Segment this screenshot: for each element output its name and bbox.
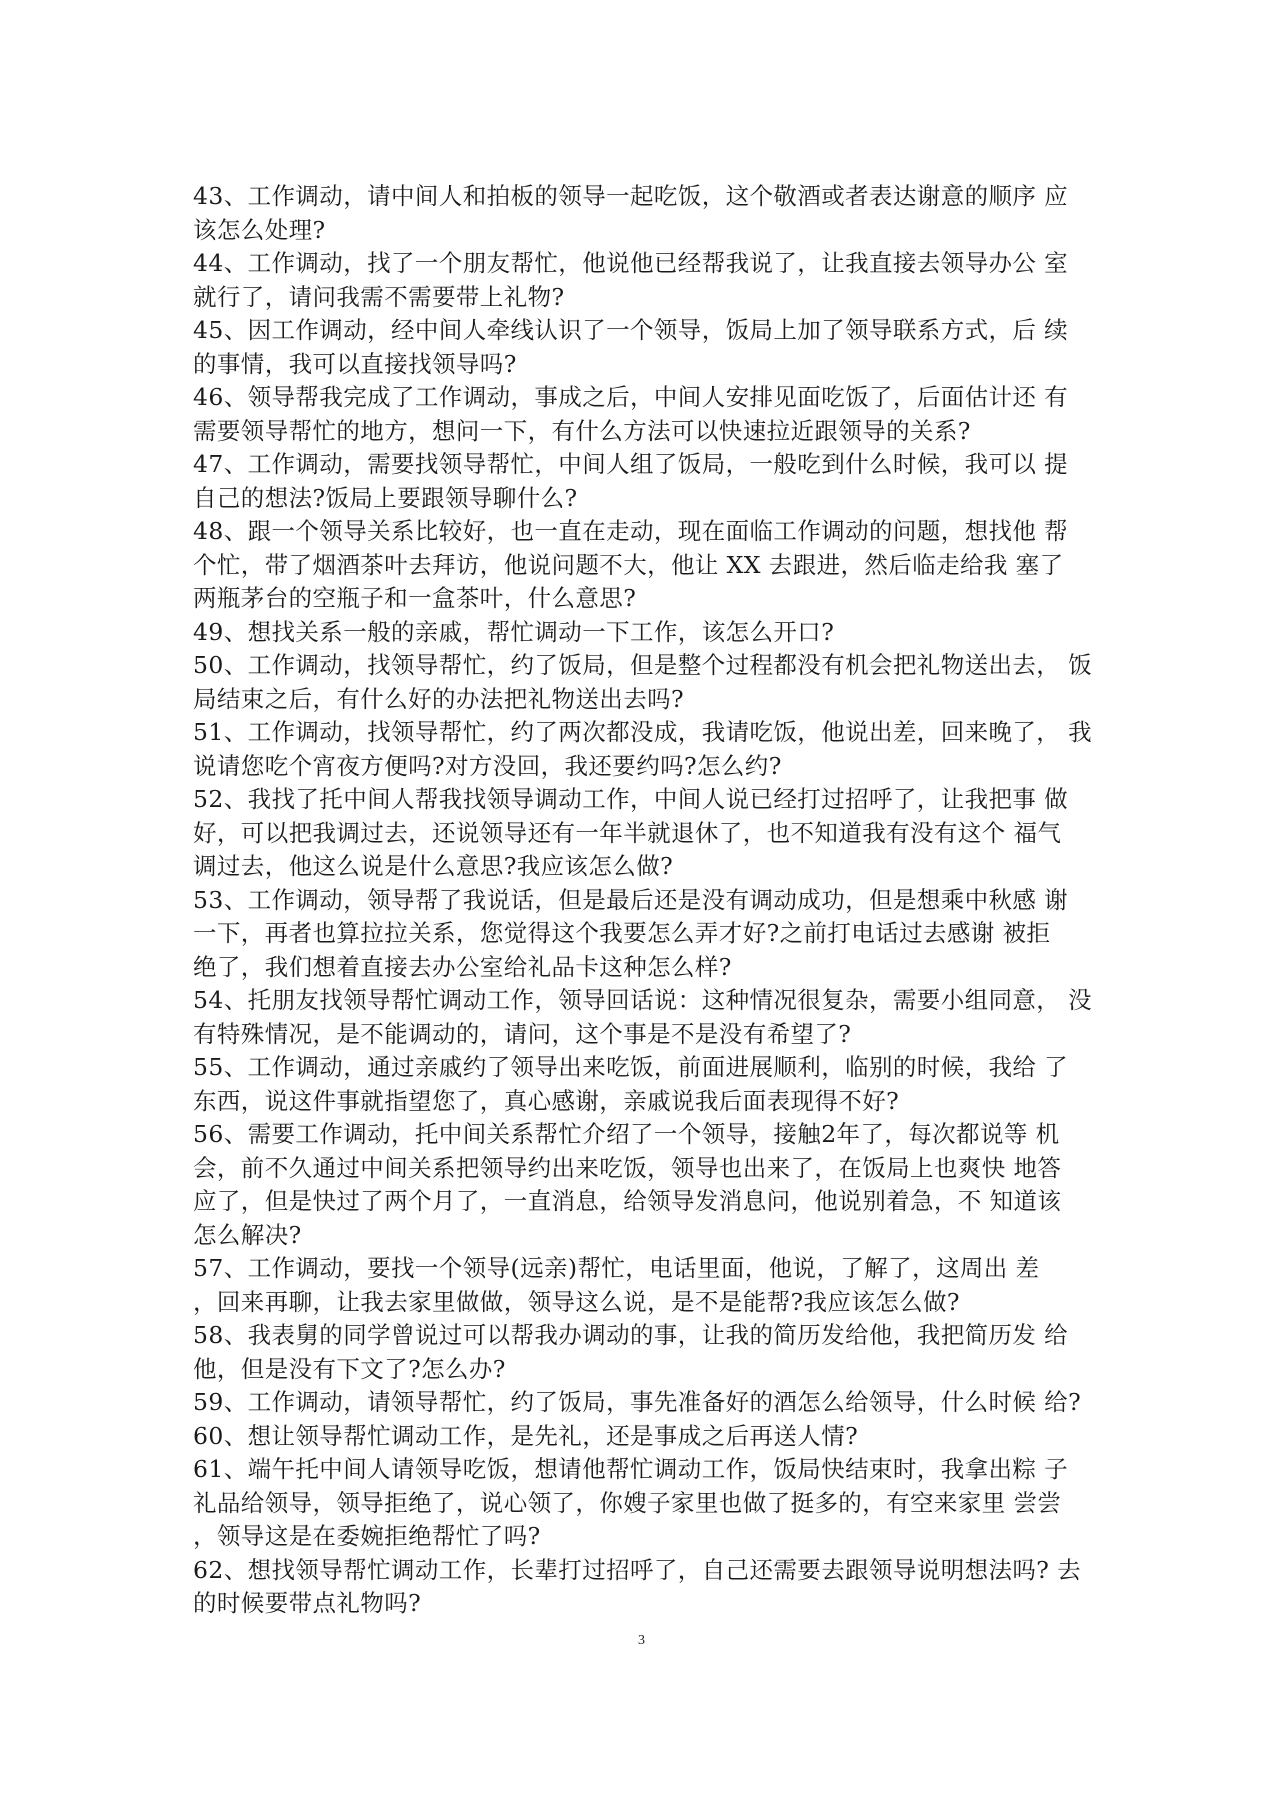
question-line: 一下，再者也算拉拉关系，您觉得这个我要怎么弄才好?之前打电话过去感谢 被拒 (193, 919, 1051, 947)
question-line: 52、我找了托中间人帮我找领导调动工作，中间人说已经打过招呼了，让我把事 做 (193, 785, 1069, 813)
question-item (193, 616, 1113, 650)
question-line: 57、工作调动，要找一个领导(远亲)帮忙，电话里面，他说，了解了，这周出 差 (193, 1254, 1040, 1282)
question-item (193, 1453, 1113, 1554)
question-item (193, 448, 1113, 515)
question-line: 应了，但是快过了两个月了，一直消息，给领导发消息问，他说别着急，不 知道该 (193, 1187, 1062, 1215)
question-line: 55、工作调动，通过亲戚约了领导出来吃饭，前面进展顺利，临别的时候，我给 了 (193, 1053, 1069, 1081)
question-line: 绝了，我们想着直接去办公室给礼品卡这种怎么样? (193, 952, 732, 981)
question-item (193, 884, 1113, 985)
question-line: 54、托朋友找领导帮忙调动工作，领导回话说：这种情况很复杂，需要小组同意， 没 (193, 986, 1092, 1014)
question-line: 50、工作调动，找领导帮忙，约了饭局，但是整个过程都没有机会把礼物送出去， 饭 (193, 651, 1092, 679)
question-item (193, 984, 1113, 1051)
question-line: 礼品给领导，领导拒绝了，说心领了，你嫂子家里也做了挺多的，有空来家里 尝尝 (193, 1488, 1062, 1517)
question-line: 45、因工作调动，经中间人牵线认识了一个领导，饭局上加了领导联系方式，后 续 (193, 316, 1069, 344)
question-line: 自己的想法?饭局上要跟领导聊什么? (193, 483, 578, 512)
question-line: ，回来再聊，让我去家里做做，领导这么说，是不是能帮?我应该怎么做? (193, 1287, 960, 1316)
question-line: 会，前不久通过中间关系把领导约出来吃饭，领导也出来了，在饭局上也爽快 地答 (193, 1153, 1062, 1182)
question-item (193, 314, 1113, 381)
question-line: 61、端午托中间人请领导吃饭，想请他帮忙调动工作，饭局快结束时，我拿出粽 子 (193, 1455, 1069, 1483)
question-line: 的事情，我可以直接找领导吗? (193, 349, 517, 378)
question-line: 46、领导帮我完成了工作调动，事成之后，中间人安排见面吃饭了，后面估计还 有 (193, 383, 1069, 411)
question-line: 有特殊情况，是不能调动的，请问，这个事是不是没有希望了? (193, 1019, 852, 1048)
question-item (193, 381, 1113, 448)
question-line: 47、工作调动，需要找领导帮忙，中间人组了饭局，一般吃到什么时候，我可以 提 (193, 450, 1069, 478)
question-line: 需要领导帮忙的地方，想问一下，有什么方法可以快速拉近跟领导的关系? (193, 416, 971, 445)
question-item (193, 1420, 1113, 1454)
question-line: 的时候要带点礼物吗? (193, 1589, 422, 1617)
question-line: 53、工作调动，领导帮了我说话，但是最后还是没有调动成功，但是想乘中秋感 谢 (193, 885, 1069, 914)
question-list (193, 180, 1113, 1621)
question-item (193, 515, 1113, 616)
question-line: 好，可以把我调过去，还说领导还有一年半就退休了，也不知道我有没有这个 福气 (193, 818, 1062, 847)
question-item (193, 1386, 1113, 1420)
question-line: 怎么解决? (193, 1220, 302, 1249)
question-line: 44、工作调动，找了一个朋友帮忙，他说他已经帮我说了，让我直接去领导办公 室 (193, 249, 1069, 277)
page-number: 3 (638, 1633, 645, 1648)
question-line: 60、想让领导帮忙调动工作，是先礼，还是事成之后再送人情? (193, 1421, 859, 1450)
question-item (193, 716, 1113, 783)
question-line: 48、跟一个领导关系比较好，也一直在走动，现在面临工作调动的问题，想找他 帮 (193, 517, 1069, 545)
question-line: 59、工作调动，请领导帮忙，约了饭局，事先准备好的酒怎么给领导，什么时候 给? (193, 1388, 1082, 1416)
question-item (193, 1252, 1113, 1319)
question-line: 该怎么处理? (193, 215, 326, 244)
question-line: 调过去，他这么说是什么意思?我应该怎么做? (193, 852, 674, 880)
question-item (193, 649, 1113, 716)
question-line: 他，但是没有下文了?怎么办? (193, 1354, 506, 1383)
question-line: 56、需要工作调动，托中间关系帮忙介绍了一个领导，接触2年了，每次都说等 机 (193, 1120, 1060, 1148)
question-item (193, 1051, 1113, 1118)
question-line: 局结束之后，有什么好的办法把礼物送出去吗? (193, 684, 684, 713)
question-item (193, 783, 1113, 884)
question-item (193, 1118, 1113, 1252)
question-line: ，领导这是在委婉拒绝帮忙了吗? (193, 1522, 541, 1550)
question-line: 51、工作调动，找领导帮忙，约了两次都没成，我请吃饭，他说出差，回来晚了， 我 (193, 718, 1092, 746)
question-item (193, 180, 1113, 247)
question-line: 58、我表舅的同学曾说过可以帮我办调动的事，让我的简历发给他，我把简历发 给 (193, 1321, 1069, 1349)
question-line: 62、想找领导帮忙调动工作，长辈打过招呼了，自己还需要去跟领导说明想法吗? 去 (193, 1555, 1082, 1584)
question-line: 43、工作调动，请中间人和拍板的领导一起吃饭，这个敬酒或者表达谢意的顺序 应 (193, 182, 1069, 210)
question-line: 个忙，带了烟酒茶叶去拜访，他说问题不大，他让 XX 去跟进，然后临走给我 塞了 (193, 550, 1064, 579)
question-line: 49、想找关系一般的亲戚，帮忙调动一下工作，该怎么开口? (193, 617, 835, 646)
question-line: 说请您吃个宵夜方便吗?对方没回，我还要约吗?怎么约? (193, 751, 782, 780)
question-line: 东西，说这件事就指望您了，真心感谢，亲戚说我后面表现得不好? (193, 1086, 900, 1115)
question-line: 就行了，请问我需不需要带上礼物? (193, 282, 565, 311)
question-item (193, 1319, 1113, 1386)
question-item (193, 247, 1113, 314)
question-line: 两瓶茅台的空瓶子和一盒茶叶，什么意思? (193, 584, 637, 612)
question-item (193, 1554, 1113, 1621)
